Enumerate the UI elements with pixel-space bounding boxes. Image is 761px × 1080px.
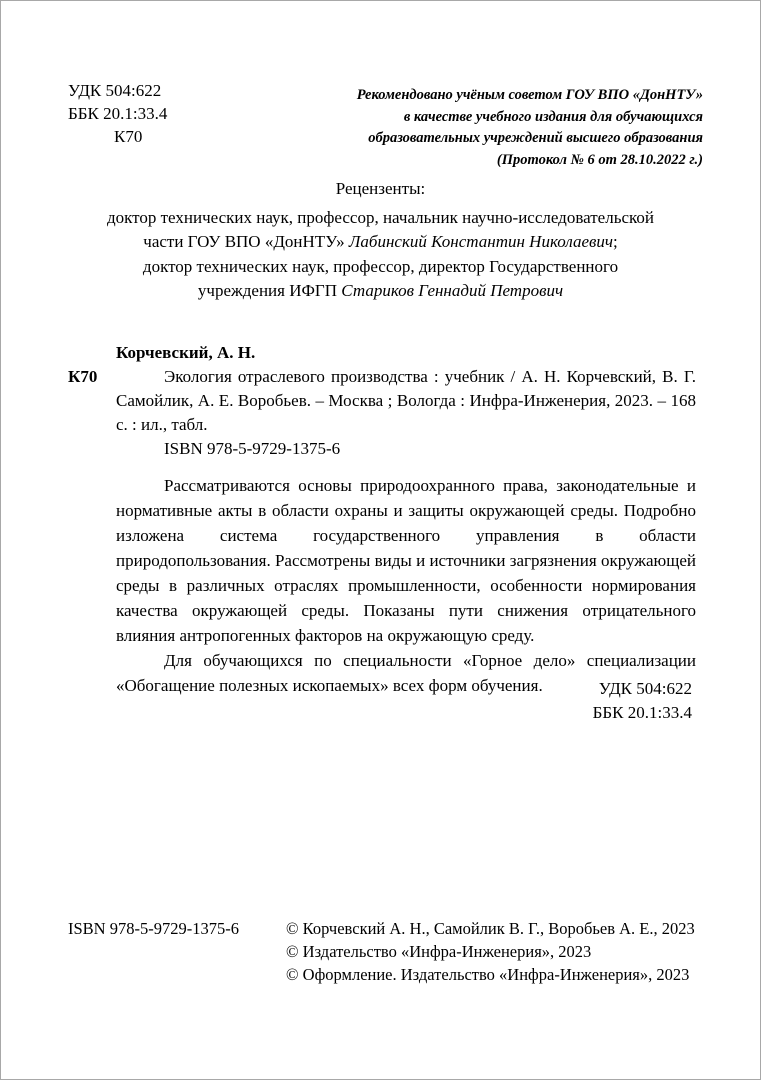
reviewer-name: Стариков Геннадий Петрович bbox=[341, 281, 564, 300]
recommendation-line: в качестве учебного издания для обучающихся bbox=[403, 108, 703, 125]
recommendation-line: образовательных учреждений высшего образования bbox=[368, 130, 703, 146]
reviewers-heading: Рецензенты: bbox=[335, 179, 426, 198]
udk-code: УДК 504:622 bbox=[68, 81, 162, 100]
annotation-paragraph: Для обучающихся по специальности «Горное дело» специализации «Обогащение полезных ископаемых» всех форм обучения. bbox=[116, 651, 696, 695]
copyright-line: © Издательство «Инфра-Инженерия», 2023 bbox=[286, 942, 592, 961]
bbk-code: ББК 20.1:33.4 bbox=[68, 104, 168, 123]
udk-code: УДК 504:622 bbox=[598, 679, 692, 698]
classification-codes-top bbox=[68, 79, 167, 148]
reviewer-line bbox=[1, 255, 760, 280]
annotation-paragraph: Рассматриваются основы природоохранного права, законодательные и нормативные акты в области охраны и защиты окружающей среды. Подробно изложена система государственного управления в области природопользования. Рассмотрены виды и источники загрязнения окружающей среды в различных отраслях промышленности, особенности нормирования качества окружающей среды. Показаны пути снижения отрицательного влияния антропогенных факторов на окружающую среду. bbox=[116, 476, 696, 645]
biblio-code: К70 bbox=[68, 367, 98, 386]
reviewer-line bbox=[1, 206, 760, 231]
reviewer-name: Лабинский Константин Николаевич bbox=[348, 232, 613, 251]
bbk-code: ББК 20.1:33.4 bbox=[592, 703, 692, 722]
copyright-line: © Оформление. Издательство «Инфра-Инженерия», 2023 bbox=[286, 965, 690, 984]
copyright-line: © Корчевский А. Н., Самойлик В. Г., Воробьев А. Е., 2023 bbox=[286, 919, 695, 938]
author-sign-code: К70 bbox=[114, 127, 143, 146]
biblio-body bbox=[68, 365, 696, 461]
reviewer-separator: ; bbox=[612, 232, 618, 251]
copyright-list bbox=[286, 917, 720, 986]
isbn-number: ISBN 978-5-9729-1375-6 bbox=[68, 919, 239, 938]
recommendation-line: (Протокол № 6 от 28.10.2022 г.) bbox=[496, 151, 703, 168]
recommendation-note bbox=[357, 85, 703, 171]
reviewer-title: доктор технических наук, профессор, начальник научно-исследовательской bbox=[106, 207, 654, 227]
recommendation-line: Рекомендовано учёным советом ГОУ ВПО «ДонНТУ» bbox=[356, 87, 703, 103]
reviewer-affiliation: части ГОУ ВПО «ДонНТУ» bbox=[143, 232, 349, 251]
biblio-isbn: ISBN 978-5-9729-1375-6 bbox=[164, 439, 341, 458]
biblio-author: Корчевский, А. Н. bbox=[116, 343, 256, 362]
reviewer-line bbox=[1, 279, 760, 304]
reviewer-line bbox=[1, 230, 760, 255]
imprint-block bbox=[68, 917, 720, 986]
annotation-block bbox=[116, 473, 696, 698]
bibliographic-record bbox=[68, 341, 696, 461]
reviewer-affiliation: учреждения ИФГП bbox=[197, 281, 342, 300]
reviewers-block bbox=[1, 177, 760, 304]
classification-codes-bottom bbox=[593, 677, 692, 725]
reviewer-title: доктор технических наук, профессор, директор Государственного bbox=[142, 256, 619, 276]
biblio-description: Экология отраслевого производства : учебник / А. Н. Корчевский, В. Г. Самойлик, А. Е. Воробьев. – Москва ; Вологда : Инфра-Инженерия, 2023. – 168 с. : ил., табл. bbox=[116, 367, 696, 434]
